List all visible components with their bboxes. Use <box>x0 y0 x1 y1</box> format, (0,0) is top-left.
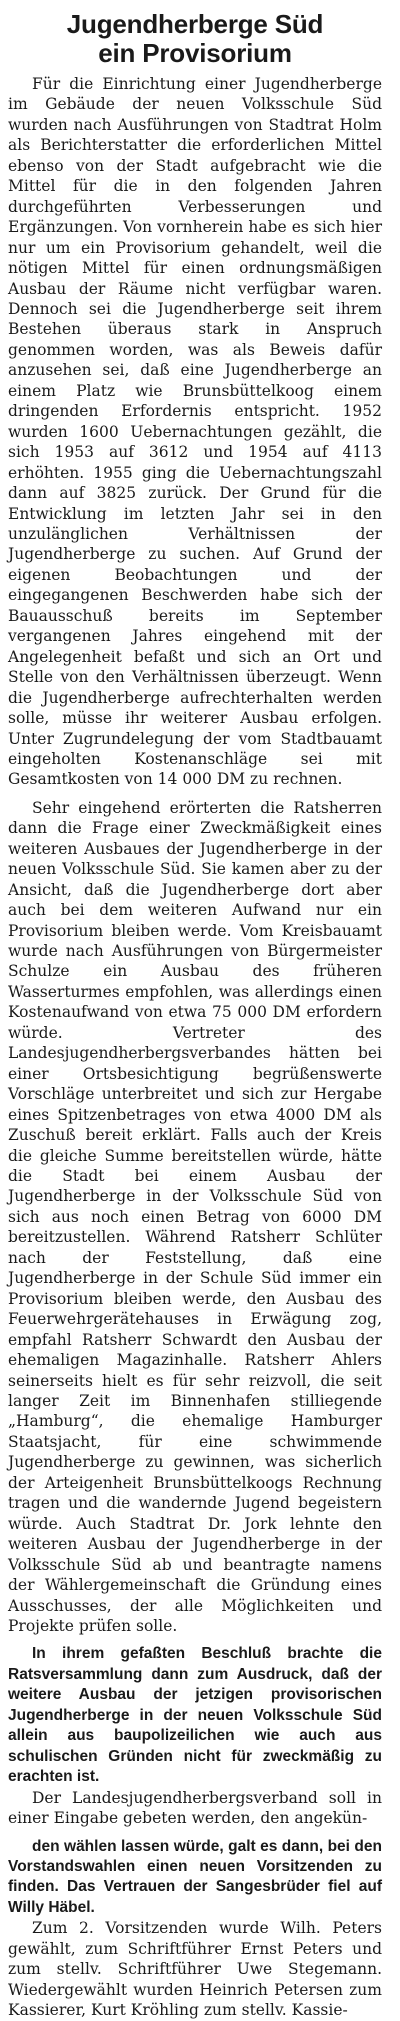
paragraph-association-request: Der Landesjugendherbergsverband soll in einer Eingabe gebeten werden, den angekün- <box>8 1788 382 1828</box>
headline-line-2: ein Provisorium <box>98 38 292 68</box>
paragraph-board-election: den wählen lassen würde, galt es dann, bei den Vorstandswahlen einen neuen Vorsitzenden zu finden. Das Vertrauen der Sangesbrüder fiel auf Willy Häbel. <box>8 1837 382 1916</box>
headline-line-1: Jugendherberge Süd <box>66 9 324 39</box>
paragraph-council-discussion: Sehr eingehend erörterten die Ratsherren dann die Frage einer Zweckmäßigkeit eines weiteren Ausbaues der Jugendherberge in der neuen Volksschule Süd. Sie kamen aber zu der Ansicht, daß die Jugendherberge dort aber auch bei dem weiteren Aufwand nur ein Provisorium bleiben werde. Vom Kreisbauamt wurde nach Ausführungen von Bürgermeister Schulze ein Ausbau des früheren Wasserturmes empfohlen, was allerdings einen Kostenaufwand von etwa 75 000 DM erfordern würde. Vertreter des Landesjugendherbergsverbandes hätten bei einer Ortsbesichtigung begrüßenswerte Vorschläge unterbreitet und sich zur Hergabe eines Spitzenbetrages von etwa 4000 DM als Zuschuß bereit erklärt. Falls auch der Kreis die gleiche Summe bereitstellen würde, hätte die Stadt bei einem Ausbau der Jugendherberge in der Volksschule Süd von sich aus noch einen Betrag von 6000 DM bereitzustellen. Während Ratsherr Schlüter nach der Feststellung, daß eine Jugendherberge in der Schule Süd immer ein Provisorium bleiben werde, den Ausbau des Feuerwehrgerätehauses in Erwägung zog, empfahl Ratsherr Schwardt den Ausbau der ehemaligen Magazinhalle. Ratsherr Ahlers seinerseits hielt es für sehr reizvoll, die seit langer Zeit im Binnenhafen stilliegende „Hamburg“, die ehemalige Hamburger Staatsjacht, für eine schwimmende Jugendherberge zu gewinnen, was sicherlich der Arteigenheit Brunsbüttelkoogs Rechnung tragen und die wandernde Jugend begeistern würde. Auch Stadtrat Dr. Jork lehnte den weiteren Ausbau der Jugendherberge in der Volksschule Süd ab und beantragte namens der Wählergemeinschaft die Gründung eines Ausschusses, der alle Möglichkeiten und Projekte prüfen solle. <box>8 798 382 1635</box>
paragraph-youth-hostel-funding: Für die Einrichtung einer Jugendherberge im Gebäude der neuen Volksschule Süd wurden nach Ausführungen von Stadtrat Holm als Berichterstatter die erforderlichen Mittel ebenso von der Stadt aufgebracht wie die Mittel für die in den folgenden Jahren durchgeführten Verbesserungen und Ergänzungen. Von vornherein habe es sich hier nur um ein Provisorium gehandelt, weil die nötigen Mittel für einen ordnungsmäßigen Ausbau der Räume nicht verfügbar waren. Dennoch sei die Jugendherberge seit ihrem Bestehen überaus stark in Anspruch genommen worden, was als Beweis dafür anzusehen sei, daß eine Jugendherberge an einem Platz wie Brunsbüttelkoog einem dringenden Erfordernis entspricht. 1952 wurden 1600 Uebernachtungen gezählt, die sich 1953 auf 3612 und 1954 auf 4113 erhöhten. 1955 ging die Uebernachtungszahl dann auf 3825 zurück. Der Grund für die Entwicklung im letzten Jahr sei in den unzulänglichen Verhältnissen der Jugendherberge zu suchen. Auf Grund der eigenen Beobachtungen und der eingegangenen Beschwerden habe sich der Bauausschuß bereits im September vergangenen Jahres eingehend mit der Angelegenheit befaßt und sich an Ort und Stelle von den Verhältnissen überzeugt. Wenn die Jugendherberge aufrechterhalten werden solle, müsse ihr weiterer Ausbau erfolgen. Unter Zugrundelegung der vom Stadtbauamt eingeholten Kostenanschläge sei mit Gesamtkosten von 14 000 DM zu rechnen. <box>8 75 382 789</box>
paragraph-council-resolution: In ihrem gefaßten Beschluß brachte die Ratsversammlung dann zum Ausdruck, daß der weitere Ausbau der jetzigen provisorischen Jugendherberge in der neuen Volksschule Süd allein aus baupolizeilichen wie auch aus schulischen Gründen nicht für zweckmäßig zu erachten ist. <box>8 1645 382 1786</box>
article-headline <box>8 10 382 68</box>
paragraph-election-results: Zum 2. Vorsitzenden wurde Wilh. Peters gewählt, zum Schriftführer Ernst Peters und zum stellv. Schriftführer Uwe Stegemann. Wiedergewählt wurden Heinrich Petersen zum Kassierer, Kurt Kröhling zum stellv. Kassie- <box>8 1919 382 2020</box>
